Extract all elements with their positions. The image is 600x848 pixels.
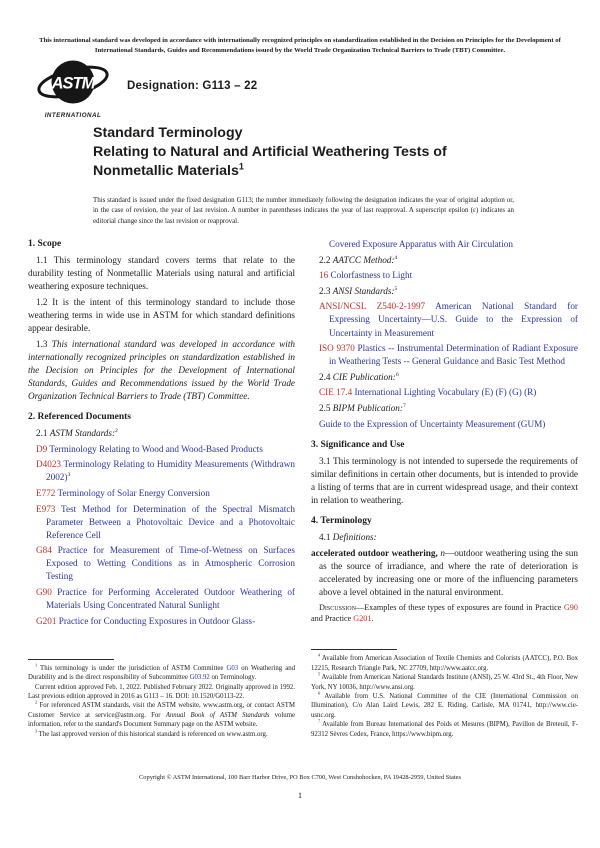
reference-item-e973 (28, 503, 295, 542)
reference-link[interactable]: ISO 9370 (319, 343, 355, 354)
text-segment: Current edition approved Feb. 1, 2022. Published February 2022. Originally approved in 1992. Last previous edition approved in 2016 as G113 – 16. DOI: 10.1520/G0113-22. (28, 683, 295, 700)
subsection-2-1 (28, 427, 295, 440)
reference-item-iso-9370 (311, 342, 578, 368)
reference-link[interactable]: CIE 17.4 (319, 387, 353, 398)
title-line: Nonmetallic Materials$^1$ (93, 161, 244, 179)
reference-item-d4023 (28, 458, 295, 484)
text-segment: Available from American Association of Textile Chemists and Colorists (AATCC), P.O. Box 12215, Research Triangle Park, NC 27709, http://www.aatcc.org. (311, 655, 578, 672)
text-segment: 4.1 (319, 532, 333, 543)
text-segment: 5 (318, 671, 321, 677)
reference-link[interactable]: Terminology Relating to Wood and Wood-Based Products (47, 443, 263, 454)
reference-link[interactable]: Practice for Conducting Exposures in Outdoor Glass- (56, 615, 256, 626)
astm-logo (33, 57, 113, 119)
term-definition-accelerated-outdoor-weathering (311, 547, 578, 599)
right-column-content (311, 238, 578, 626)
text-segment: —Examples of these types of exposures are found in Practice (355, 602, 564, 612)
text-segment: BIPM Publication: (332, 403, 403, 414)
footnote-3 (28, 730, 295, 739)
text-segment: Definitions: (332, 532, 377, 543)
reference-link[interactable]: G03.92 (189, 674, 210, 682)
reference-link[interactable]: Guide to the Expression of Uncertainty Measurement (GUM) (319, 418, 546, 429)
text-segment: Discussion (319, 602, 356, 612)
text-segment: —outdoor weathering using the sun as the source of irradiance, and where the rate of deterioration is accelerated by increasing one or more of the influencing parameters above a level obtained in the natural environment. (319, 547, 578, 597)
text-segment: 1.3 (36, 338, 52, 349)
text-segment: 2 (35, 700, 38, 706)
text-segment: 2.4 (319, 371, 333, 382)
discussion-note (311, 602, 578, 624)
text-segment: n (437, 547, 446, 558)
paragraph-4-1 (311, 531, 578, 544)
reference-link[interactable]: G201 (353, 613, 372, 623)
reference-link[interactable]: Terminology Relating to Humidity Measurements (Withdrawn 2002) (46, 459, 295, 483)
right-column (311, 238, 578, 739)
reference-link[interactable]: Plastics -- Instrumental Determination of Radiant Exposure in Weathering Tests -- General Guidance and Basic Test Method (329, 343, 578, 367)
reference-link[interactable]: G03 (226, 664, 239, 672)
reference-item-aatcc-16 (311, 269, 578, 282)
reference-link[interactable]: Practice for Performing Accelerated Outdoor Weathering of Materials Using Concentrated Natural Sunlight (46, 587, 295, 611)
designation-label: Designation: G113 – 22 (127, 80, 258, 92)
footnote-5 (311, 673, 578, 692)
reference-item-g90 (28, 586, 295, 612)
text-segment: 2.1 (36, 428, 50, 439)
section-heading-significance: 3. Significance and Use (311, 439, 405, 450)
section-heading-terminology: 4. Terminology (311, 516, 372, 527)
text-segment: 6 (395, 371, 399, 378)
paragraph-1-1: 1.1 This terminology standard covers terms that relate to the durability testing of Nonmetallic Materials using natural and artificial weathering exposure techniques. (28, 255, 295, 292)
reference-link[interactable]: 16 (319, 270, 329, 281)
reference-item-cie-17-4 (311, 386, 578, 399)
reference-link[interactable]: D9 (36, 443, 48, 454)
reference-link[interactable]: G90 (563, 602, 578, 612)
text-segment: volume information, refer to the standard's Document Summary page on the ASTM website. (28, 711, 295, 729)
text-segment: For referenced ASTM standards, visit the ASTM website, www.astm.org, or contact ASTM Customer Service at service@astm.org. For (28, 702, 295, 719)
reference-link[interactable]: Test Method for Determination of the Spectral Mismatch Parameter Between a Photovoltaic Device and a Photovoltaic Reference Cell (46, 503, 295, 540)
reference-link[interactable]: Terminology of Solar Energy Conversion (55, 487, 210, 498)
page-number: 1 (297, 790, 303, 800)
astm-logo-icon (35, 57, 111, 109)
two-column-body (28, 238, 578, 739)
text-segment: 2 (115, 427, 118, 434)
text-segment: Available from Bureau International des Poids et Mesures (BIPM), Pavillon de Breteuil, F-92312 Sèvres Cedex, France, https://www.bipm.org. (311, 721, 578, 738)
text-segment: ANSI Standards: (332, 285, 395, 296)
text-segment: 2.5 (319, 403, 333, 414)
reference-link[interactable]: ANSI/NCSL Z540-2-1997 (319, 301, 426, 312)
reference-link[interactable]: Practice for Measurement of Time-of-Wetness on Surfaces Exposed to Wetting Conditions as in Atmospheric Corrosion Testing (46, 545, 295, 582)
reference-link[interactable]: G90 (36, 587, 52, 598)
reference-item-gum (311, 418, 578, 431)
paragraph-1-2: 1.2 It is the intent of this terminology standard to include those weathering terms in wide use in ASTM for which standard definitions appear desirable. (28, 296, 295, 333)
text-segment: This terminology is under the jurisdiction of ASTM Committee (37, 664, 227, 672)
reference-link[interactable]: E772 (36, 487, 56, 498)
text-segment: 2.2 (319, 254, 333, 265)
subsection-2-2 (311, 254, 578, 267)
astm-logo-text: ASTM (51, 74, 95, 93)
reference-link[interactable]: G84 (36, 545, 52, 556)
subsection-2-4 (311, 371, 578, 384)
footnote-7 (311, 720, 578, 739)
text-segment: CIE Publication: (332, 371, 396, 382)
subsection-2-5 (311, 402, 578, 415)
text-segment: 5 (394, 285, 398, 292)
text-segment: Annual Book of ASTM Standards (165, 711, 270, 719)
reference-item-d9 (28, 443, 295, 456)
title-footnote-marker: 1 (238, 161, 244, 172)
reference-item-g201 (28, 615, 295, 628)
reference-link[interactable]: Colorfastness to Light (328, 270, 413, 281)
text-segment: 4 (318, 653, 321, 659)
issued-note: This standard is issued under the fixed designation G113; the number immediately following the designation indicates the year of original adoption or, in the case of revision, the year of last revision. A number in parentheses indicates the year of last reapproval. A superscript epsilon (ε) indicates an editorial change since the last revision or reapproval. (93, 197, 514, 225)
text-segment: 1 (35, 662, 38, 668)
text-segment: Available from American National Standards Institute (ANSI), 25 W. 43rd St., 4th Floor, New York, NY 10036, http://www.ansi.org. (311, 674, 578, 691)
left-footnotes (28, 659, 295, 739)
reference-link[interactable]: E973 (36, 503, 56, 514)
reference-item-e772 (28, 487, 295, 500)
text-segment: 7 (318, 718, 321, 724)
paragraph-1-3 (28, 338, 295, 403)
text-segment: on Weathering and Durability and is the direct responsibility of Subcommittee (28, 664, 296, 682)
text-segment: 7 (402, 402, 406, 409)
wto-notice: This international standard was developed in accordance with internationally recognized principles on standardization established in the Decision on Principles for the Development of International Standards, Guides and Recommendations issued by the World Trade Organization Technical Barriers to Trade (TBT) Committee. (39, 37, 561, 54)
left-column (28, 238, 295, 739)
subsection-2-3 (311, 285, 578, 298)
reference-link[interactable]: D4023 (36, 459, 62, 470)
footnote-divider (311, 649, 397, 650)
text-segment: AATCC Method: (332, 254, 395, 265)
section-heading-scope: 1. Scope (28, 239, 62, 249)
left-column-content (28, 238, 295, 630)
title-line: Standard Terminology (93, 125, 243, 141)
footnote-1 (28, 664, 295, 683)
document-title (93, 124, 563, 181)
right-footnotes (311, 649, 578, 739)
text-segment: 4 (394, 254, 398, 261)
text-segment: . (371, 613, 374, 623)
text-segment: Available from U.S. National Committee of the CIE (International Commission on Illumination), C/o Alan Laird Lewis, 282 E. Riding, Carlisle, MA 01741, http://www.cie-usnc.org. (311, 692, 578, 719)
reference-item-ansi-z540 (311, 300, 578, 339)
footnote-1-edition (28, 683, 295, 702)
footnote-divider (28, 659, 114, 660)
text-segment: 2.3 (319, 285, 333, 296)
text-segment: The last approved version of this historical standard is referenced on www.astm.org. (37, 730, 268, 738)
text-segment: This international standard was developed in accordance with internationally recognized principles on standardization established in the Decision on Principles for the Development of International Standards, Guides and Recommendations issued by the World Trade Organization Technical Barriers to Trade (TBT) Committee. (28, 338, 295, 401)
text-segment: and Practice (311, 613, 354, 623)
footnote-2 (28, 701, 295, 729)
title-line: Relating to Natural and Artificial Weathering Tests of (93, 144, 447, 160)
reference-item-g201-continuation (311, 238, 578, 251)
section-heading-referenced-documents: 2. Referenced Documents (28, 412, 131, 423)
text-segment: on Terminology. (209, 674, 257, 682)
reference-link[interactable]: American National Standard for Expressing Uncertainty—U.S. Guide to the Expression of Uncertainty in Measurement (329, 301, 578, 338)
reference-link[interactable]: International Lighting Vocabulary (E) (F) (G) (R) (352, 387, 537, 398)
reference-link[interactable]: Covered Exposure Apparatus with Air Circulation (329, 239, 513, 249)
text-segment: 6 (318, 690, 321, 696)
text-segment: 3 (67, 472, 71, 479)
copyright-line: Copyright © ASTM International, 100 Barr Harbor Drive, PO Box C700, West Conshohocken, PA 19428-2959, United States (139, 774, 461, 781)
text-segment: 3 (35, 728, 38, 734)
reference-link[interactable]: G201 (36, 615, 57, 626)
footnote-4 (311, 654, 578, 673)
logo-international-label: INTERNATIONAL (44, 112, 102, 119)
footnote-6 (311, 692, 578, 720)
text-segment: ASTM Standards: (49, 428, 116, 439)
paragraph-3-1: 3.1 This terminology is not intended to supersede the requirements of similar definitions in certain other documents, but is intended to provide a listing of terms that are in current widespread usage, and their context in relation to weathering. (311, 455, 578, 505)
reference-item-g84 (28, 544, 295, 583)
text-segment: accelerated outdoor weathering, (311, 547, 438, 558)
